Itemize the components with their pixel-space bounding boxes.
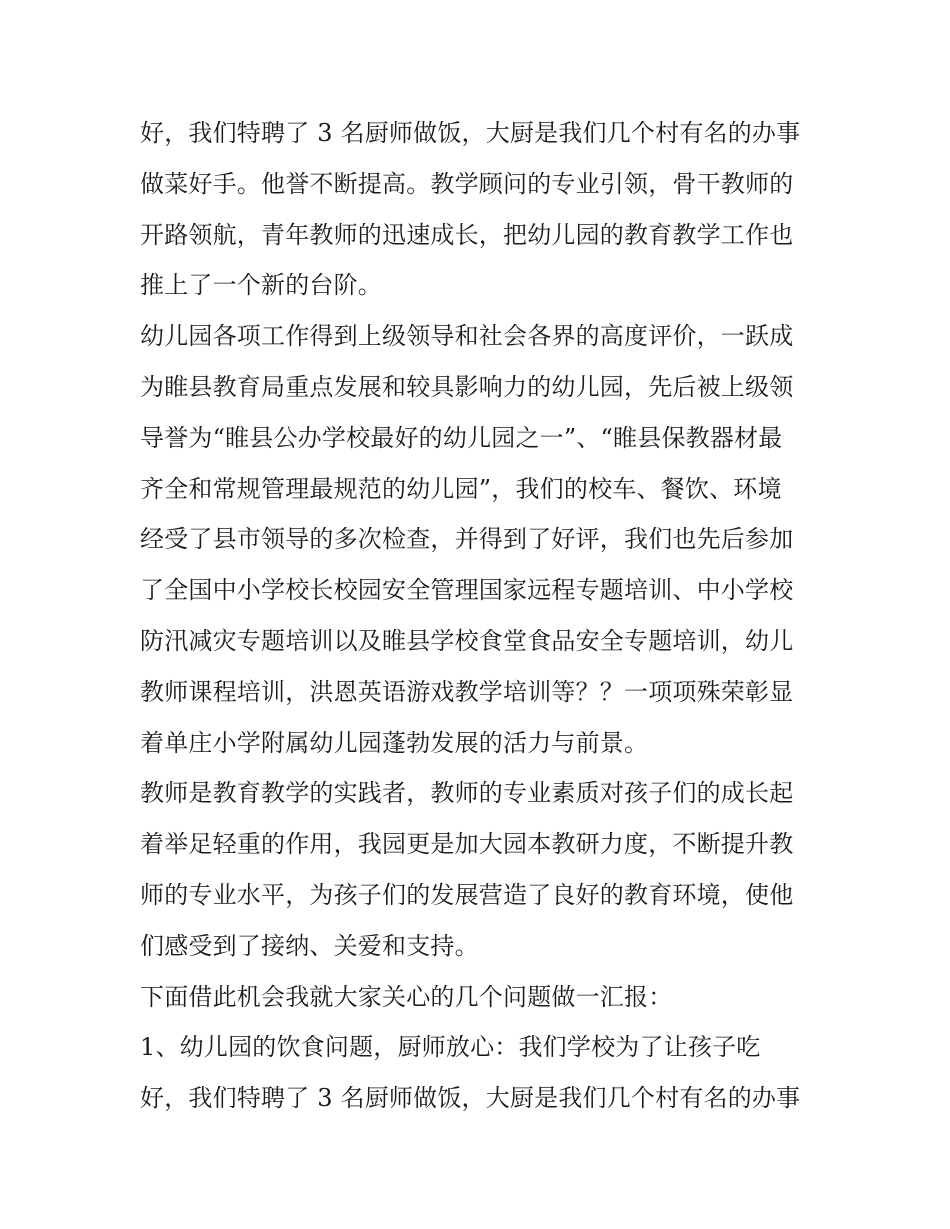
text-line: 导誉为“睢县公办学校最好的幼儿园之一”、“睢县保教器材最 [140, 423, 783, 452]
text-line: 教师课程培训，洪恩英语游戏教学培训等？？一项项殊荣彰显 [140, 677, 794, 706]
document-body [140, 108, 820, 1124]
text-line: 师的专业水平，为孩子们的发展营造了良好的教育环境，使他 [140, 880, 794, 909]
text-line: 开路领航，青年教师的迅速成长，把幼儿园的教育教学工作也 [140, 220, 794, 249]
text-line: 经受了县市领导的多次检查，并得到了好评，我们也先后参加 [140, 525, 794, 554]
text-line: 做菜好手。他誉不断提高。教学顾问的专业引领，骨干教师的 [140, 169, 794, 198]
text-line: 们感受到了接纳、关爱和支持。 [140, 931, 479, 960]
text-line: 幼儿园各项工作得到上级领导和社会各界的高度评价，一跃成 [140, 322, 794, 351]
text-line: 着单庄小学附属幼儿园蓬勃发展的活力与前景。 [140, 728, 649, 757]
text-line: 防汛减灾专题培训以及睢县学校食堂食品安全专题培训，幼儿 [140, 626, 794, 655]
text-line: 了全国中小学校长校园安全管理国家远程专题培训、中小学校 [140, 576, 794, 605]
text-line: 教师是教育教学的实践者，教师的专业素质对孩子们的成长起 [140, 779, 794, 808]
text-line: 着举足轻重的作用，我园更是加大园本教研力度，不断提升教 [140, 830, 794, 859]
text-line: 齐全和常规管理最规范的幼儿园”，我们的校车、餐饮、环境 [140, 474, 782, 503]
text-line: 好，我们特聘了 3 名厨师做饭，大厨是我们几个村有名的办事 [140, 119, 801, 147]
text-line: 好，我们特聘了 3 名厨师做饭，大厨是我们几个村有名的办事 [140, 1084, 801, 1113]
text-line: 推上了一个新的台阶。 [140, 271, 382, 300]
text-line: 下面借此机会我就大家关心的几个问题做一汇报： [140, 982, 673, 1011]
text-line: 1、幼儿园的饮食问题，厨师放心：我们学校为了让孩子吃 [140, 1033, 761, 1062]
text-line: 为睢县教育局重点发展和较具影响力的幼儿园，先后被上级领 [140, 372, 794, 401]
